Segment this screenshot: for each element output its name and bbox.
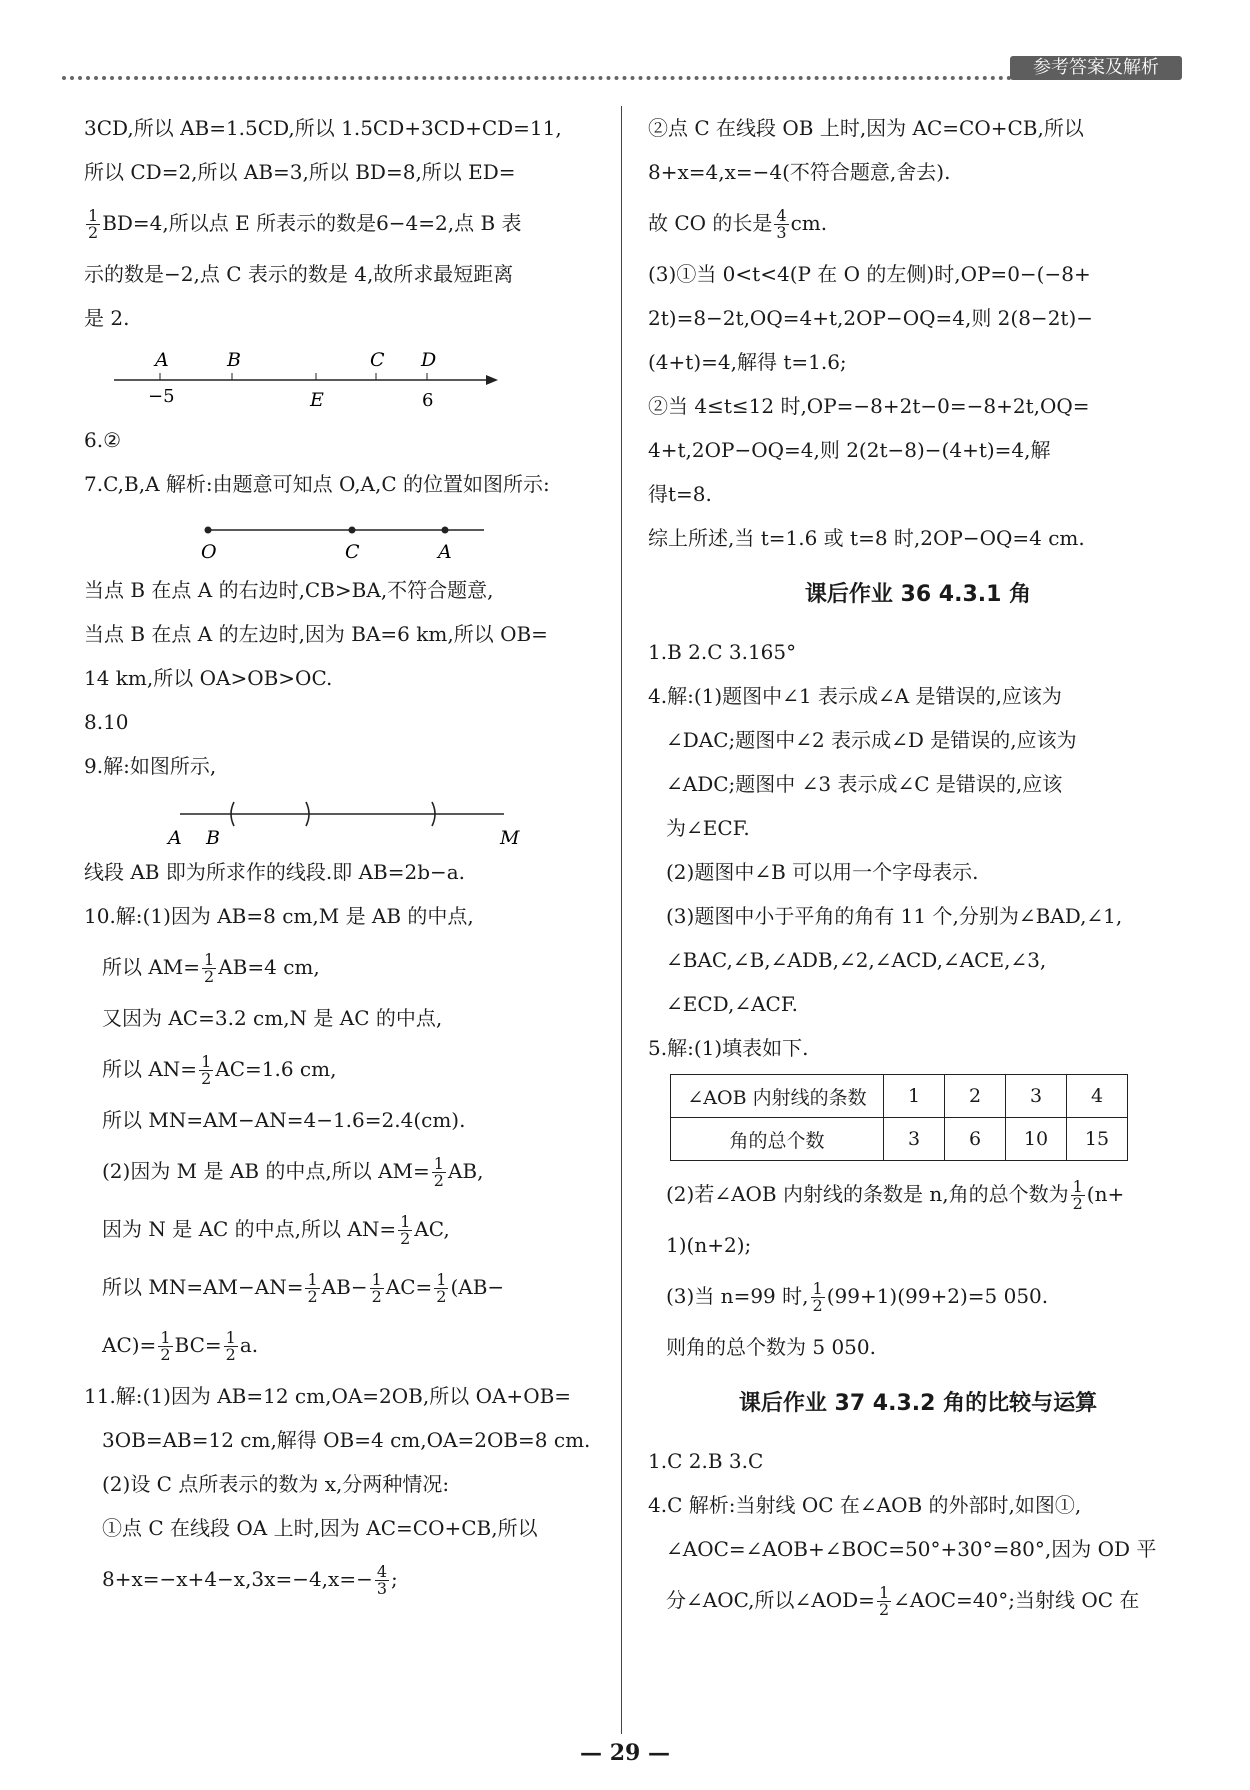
section-heading-36: 课后作业 36 4.3.1 角 [804,582,1032,607]
table-cell: 角的总个数 [671,1118,884,1161]
fraction: $\frac{1}{2}$ [201,1052,212,1088]
label-C: C [370,349,385,371]
text-line: $\frac{1}{2}$ BD=4,所以点 E 所表示的数是6−4=2,点 B 表 [88,206,522,242]
text-line: 是 2. [84,306,130,330]
table-cell: 3 [1006,1075,1067,1118]
text-line: 1.B 2.C 3.165° [648,640,797,664]
text-line: 8.10 [84,710,129,734]
text-line: ②当 4≤t≤12 时,OP=−8+2t−0=−8+2t,OQ= [648,394,1090,418]
label-D: D [421,349,437,371]
fraction: $\frac{1}{2}$ [160,1328,171,1364]
label-6: 6 [422,390,434,411]
right-column [648,106,1188,1629]
text-line: 1.C 2.B 3.C [648,1449,764,1473]
fraction: $\frac{1}{2}$ [1072,1177,1083,1213]
text-line: 为∠ECF. [666,816,750,840]
text-line: 8+x=4,x=−4(不符合题意,舍去). [648,160,951,184]
label-B: B [206,827,220,849]
text-line: 11.解:(1)因为 AB=12 cm,OA=2OB,所以 OA+OB= [84,1384,572,1408]
text-line: (2)题图中∠B 可以用一个字母表示. [666,860,979,884]
point-C [349,527,356,534]
point-O [205,527,212,534]
text-line: ∠DAC;题图中∠2 表示成∠D 是错误的,应该为 [666,728,1077,752]
axis-arrow [486,375,498,385]
label-C: C [345,541,360,563]
text-line: 4.解:(1)题图中∠1 表示成∠A 是错误的,应该为 [648,684,1062,708]
construction-figure [84,788,619,850]
table-cell: 10 [1006,1118,1067,1161]
text-line: ∠ECD,∠ACF. [666,992,798,1016]
point-A [442,527,449,534]
text-line: 3CD,所以 AB=1.5CD,所以 1.5CD+3CD+CD=11, [84,116,562,140]
table-row [671,1075,1128,1118]
text-line: 4+t,2OP−OQ=4,则 2(2t−8)−(4+t)=4,解 [648,438,1051,462]
text-line: 5.解:(1)填表如下. [648,1036,809,1060]
text-line: 7.C,B,A 解析:由题意可知点 O,A,C 的位置如图所示: [84,472,550,496]
answer-table [670,1074,1128,1161]
label-A: A [168,827,182,849]
text-line: 当点 B 在点 A 的左边时,因为 BA=6 km,所以 OB= [84,622,548,646]
text-line: 则角的总个数为 5 050. [666,1335,876,1359]
text-line: ②点 C 在线段 OB 上时,因为 AC=CO+CB,所以 [648,116,1084,140]
fraction: $\frac{1}{2}$ [436,1270,447,1306]
text-line: 故 CO 的长是 $\frac{4}{3}$ cm. [648,206,828,242]
label-A: A [155,349,169,371]
label-A: A [438,541,452,563]
text-line: 6.② [84,428,122,452]
table-cell: ∠AOB 内射线的条数 [671,1075,884,1118]
text-line: 所以 AN= $\frac{1}{2}$ AC=1.6 cm, [102,1052,337,1088]
fraction: $\frac{1}{2}$ [400,1212,411,1248]
text-line: 又因为 AC=3.2 cm,N 是 AC 的中点, [102,1006,443,1030]
column-divider [621,106,622,1734]
fraction: $\frac{1}{2}$ [878,1583,890,1619]
text-line: AC)= $\frac{1}{2}$ BC= $\frac{1}{2}$ a. [102,1328,259,1364]
fraction: $\frac{1}{2}$ [307,1270,318,1306]
text-line: (3)①当 0<t<4(P 在 O 的左侧)时,OP=0−(−8+ [648,262,1091,286]
number-line-figure-1 [84,340,619,418]
table-cell: 15 [1067,1118,1128,1161]
text-line: 2t)=8−2t,OQ=4+t,2OP−OQ=4,则 2(8−2t)− [648,306,1094,330]
fraction: $\frac{1}{2}$ [204,950,215,986]
text-line: ∠BAC,∠B,∠ADB,∠2,∠ACD,∠ACE,∠3, [666,948,1047,972]
text-line: 1)(n+2); [666,1233,752,1257]
text-line: 因为 N 是 AC 的中点,所以 AN= $\frac{1}{2}$ AC, [102,1212,450,1248]
oca-line-svg [84,506,619,568]
text-line: (2)若∠AOB 内射线的条数是 n,角的总个数为 $\frac{1}{2}$ (n+ [666,1177,1125,1213]
fraction: $\frac{1}{2}$ [225,1328,236,1364]
text-line: 综上所述,当 t=1.6 或 t=8 时,2OP−OQ=4 cm. [648,526,1085,550]
text-line: 得t=8. [648,482,712,506]
text-line: (2)设 C 点所表示的数为 x,分两种情况: [102,1472,450,1496]
text-line: ∠AOC=∠AOB+∠BOC=50°+30°=80°,因为 OD 平 [666,1537,1157,1561]
number-line-svg [84,340,619,418]
table-cell: 3 [884,1118,945,1161]
table-cell: 6 [945,1118,1006,1161]
construction-svg [84,788,619,850]
text-line: ①点 C 在线段 OA 上时,因为 AC=CO+CB,所以 [102,1516,538,1540]
text-line: 14 km,所以 OA>OB>OC. [84,666,333,690]
fraction: $\frac{1}{2}$ [433,1154,444,1190]
text-line: (3)当 n=99 时, $\frac{1}{2}$ (99+1)(99+2)=5 050. [666,1279,1049,1315]
text-line: 所以 CD=2,所以 AB=3,所以 BD=8,所以 ED= [84,160,516,184]
text-line: 示的数是−2,点 C 表示的数是 4,故所求最短距离 [84,262,514,286]
text-line: 线段 AB 即为所求作的线段.即 AB=2b−a. [84,860,466,884]
label-minus5: −5 [148,386,175,407]
text-line: 8+x=−x+4−x,3x=−4,x=− $\frac{4}{3}$ ; [102,1562,398,1598]
left-column [84,106,619,1608]
text-line: 分∠AOC,所以∠AOD= $\frac{1}{2}$ ∠AOC=40°;当射线 OC 在 [666,1583,1140,1619]
section-heading-37: 课后作业 37 4.3.2 角的比较与运算 [738,1391,1098,1416]
text-line: 所以 AM= $\frac{1}{2}$ AB=4 cm, [102,950,320,986]
text-line: 所以 MN=AM−AN=4−1.6=2.4(cm). [102,1108,466,1132]
fraction: $\frac{1}{2}$ [371,1270,382,1306]
header-label: 参考答案及解析 [1010,56,1182,80]
page-number: — 29 — [580,1740,670,1766]
text-line: 10.解:(1)因为 AB=8 cm,M 是 AB 的中点, [84,904,474,928]
text-line: (2)因为 M 是 AB 的中点,所以 AM= $\frac{1}{2}$ AB, [102,1154,484,1190]
label-E: E [310,389,324,411]
header-dotted-rule [62,76,1012,80]
fraction: $\frac{4}{3}$ [376,1562,388,1598]
text-line: 当点 B 在点 A 的右边时,CB>BA,不符合题意, [84,578,494,602]
table-cell: 2 [945,1075,1006,1118]
text-line: 3OB=AB=12 cm,解得 OB=4 cm,OA=2OB=8 cm. [102,1428,591,1452]
label-B: B [227,349,241,371]
text-line: (3)题图中小于平角的角有 11 个,分别为∠BAD,∠1, [666,904,1123,928]
fraction: $\frac{4}{3}$ [776,206,787,242]
label-O: O [201,541,217,563]
number-line-figure-2 [84,506,619,568]
text-line: 所以 MN=AM−AN= $\frac{1}{2}$ AB− $\frac{1}{2}$ AC= $\frac{1}{2}$ (AB− [102,1270,505,1306]
table-row [671,1118,1128,1161]
label-M: M [500,827,520,849]
fraction: $\frac{1}{2}$ [88,206,99,242]
text-line: 4.C 解析:当射线 OC 在∠AOB 的外部时,如图①, [648,1493,1082,1517]
text-line: ∠ADC;题图中 ∠3 表示成∠C 是错误的,应该 [666,772,1063,796]
text-line: (4+t)=4,解得 t=1.6; [648,350,847,374]
table-cell: 4 [1067,1075,1128,1118]
table-cell: 1 [884,1075,945,1118]
text-line: 9.解:如图所示, [84,754,217,778]
fraction: $\frac{1}{2}$ [812,1279,823,1315]
